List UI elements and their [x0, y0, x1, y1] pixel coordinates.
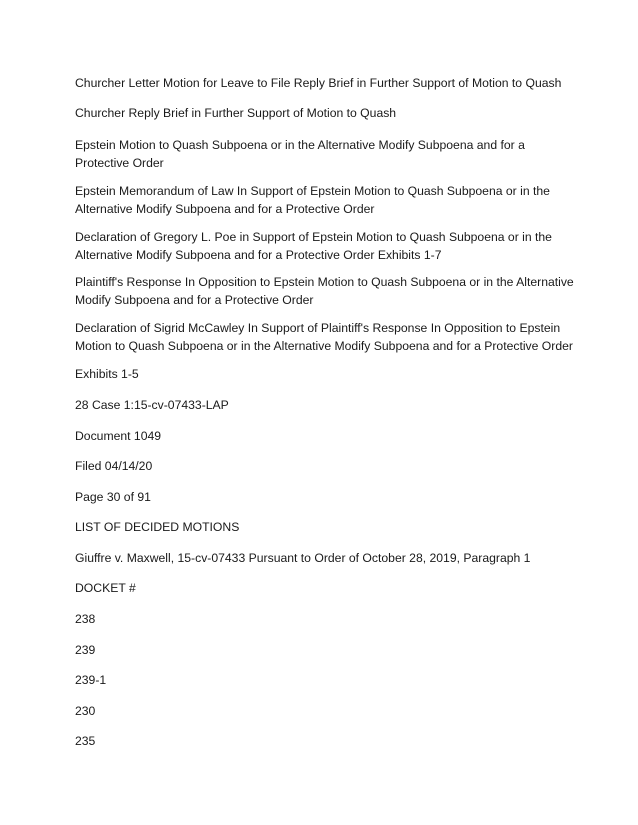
paragraph-epstein-motion-to-quash: Epstein Motion to Quash Subpoena or in the Alternative Modify Subpoena and for a Protective Order [75, 138, 525, 170]
paragraph-plaintiff-response: Plaintiff's Response In Opposition to Epstein Motion to Quash Subpoena or in the Alternative Modify Subpoena and for a Protective Order [75, 275, 574, 307]
paragraph-mccawley-declaration: Declaration of Sigrid McCawley In Support of Plaintiff's Response In Opposition to Epstein Motion to Quash Subpoena or in the Alternative Modify Subpoena and for a Protective Order [75, 321, 573, 353]
paragraph-churcher-reply-brief: Churcher Reply Brief in Further Support of Motion to Quash [75, 106, 397, 120]
docket-number: 238 [75, 612, 96, 626]
docket-number: 239 [75, 643, 96, 657]
paragraph-poe-declaration: Declaration of Gregory L. Poe in Support of Epstein Motion to Quash Subpoena or in the Alternative Modify Subpoena and for a Protective Order Exhibits 1-7 [75, 230, 552, 262]
filed-date-header: Filed 04/14/20 [75, 459, 153, 473]
document-number-header: Document 1049 [75, 429, 162, 443]
paragraph-epstein-memorandum: Epstein Memorandum of Law In Support of Epstein Motion to Quash Subpoena or in the Alternative Modify Subpoena and for a Protective Order [75, 184, 550, 216]
case-caption: Giuffre v. Maxwell, 15-cv-07433 Pursuant to Order of October 28, 2019, Paragraph 1 [75, 551, 531, 565]
docket-number: 239-1 [75, 673, 107, 687]
docket-column-header: DOCKET # [75, 581, 136, 595]
paragraph-churcher-letter-motion: Churcher Letter Motion for Leave to File Reply Brief in Further Support of Motion to Quash [75, 76, 562, 90]
case-number-header: 28 Case 1:15-cv-07433-LAP [75, 398, 229, 412]
list-title: LIST OF DECIDED MOTIONS [75, 520, 240, 534]
docket-number: 235 [75, 734, 96, 748]
docket-number: 230 [75, 704, 96, 718]
paragraph-exhibits: Exhibits 1-5 [75, 367, 139, 381]
page-number-header: Page 30 of 91 [75, 490, 151, 504]
